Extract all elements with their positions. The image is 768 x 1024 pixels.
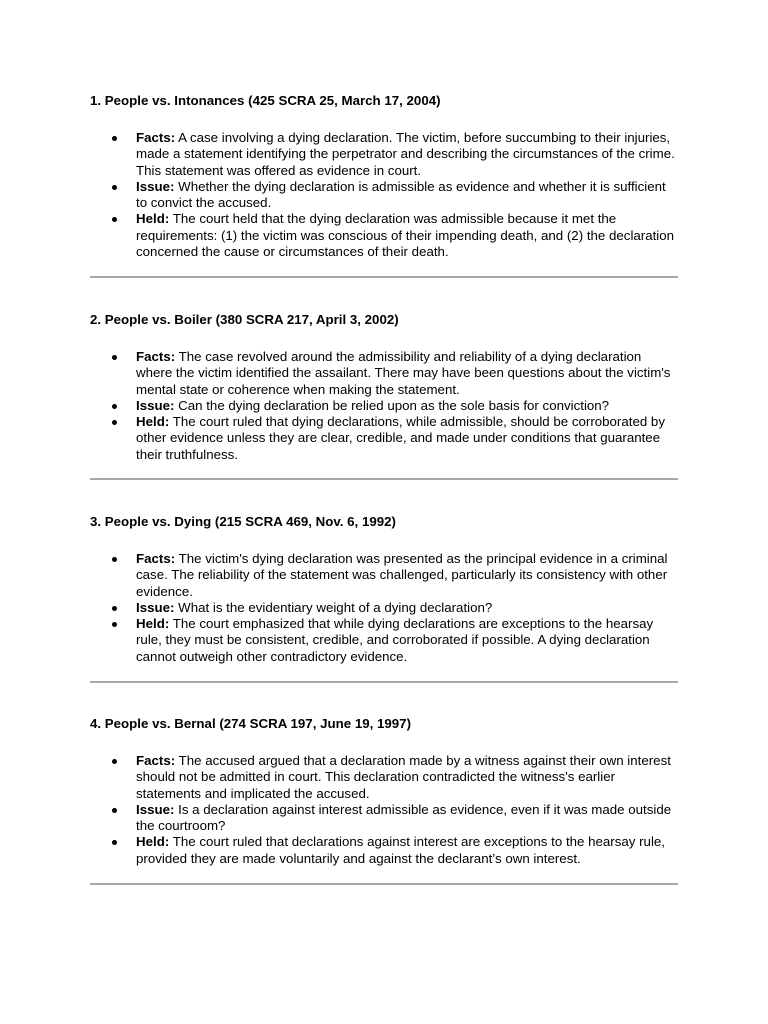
issue-point [90, 179, 678, 212]
point-label: Facts: [136, 551, 176, 566]
point-text: The court held that the dying declaration was admissible because it met the requirements: (1) the victim was conscious of their impending death, and (2) the declaration concerned the cause or circumstances of their death. [136, 211, 675, 260]
point-text: The victim's dying declaration was presented as the principal evidence in a criminal case. The reliability of the statement was challenged, particularly its consistency with other evidence. [136, 551, 668, 599]
point-text: Whether the dying declaration is admissible as evidence and whether it is sufficient to convict the accused. [136, 178, 666, 211]
bullet-icon [112, 355, 117, 360]
bullet-icon [112, 404, 117, 409]
case-section [90, 514, 678, 665]
held-point [90, 834, 678, 867]
bullet-icon [112, 606, 117, 611]
bullet-icon [112, 759, 117, 764]
point-label: Held: [136, 834, 170, 850]
point-label: Facts: [136, 349, 176, 364]
case-points [90, 130, 678, 260]
point-label: Issue: [136, 599, 175, 615]
point-label: Issue: [136, 397, 175, 413]
case-section [90, 93, 678, 260]
point-label: Issue: [136, 178, 175, 194]
issue-point [90, 398, 678, 414]
point-label: Held: [136, 211, 170, 227]
case-points [90, 551, 678, 665]
section-divider [90, 883, 678, 885]
bullet-icon [112, 136, 117, 141]
issue-point [90, 802, 678, 835]
section-divider [90, 478, 678, 480]
point-label: Facts: [136, 753, 176, 768]
case-points [90, 753, 678, 867]
held-point [90, 616, 678, 665]
point-text: The court emphasized that while dying declarations are exceptions to the hearsay rule, they must be consistent, credible, and corroborated if possible. A dying declaration cannot outweigh other contradictory evidence. [136, 616, 654, 664]
bullet-icon [112, 217, 117, 222]
facts-point [90, 349, 678, 398]
section-divider [90, 681, 678, 683]
facts-point [90, 130, 678, 179]
point-label: Issue: [136, 801, 175, 817]
point-text: The court ruled that declarations against interest are exceptions to the hearsay rule, provided they are made voluntarily and against the declarant’s own interest. [136, 834, 665, 866]
point-text: What is the evidentiary weight of a dying declaration? [178, 599, 493, 615]
point-label: Facts: [136, 130, 176, 145]
case-title: 4. People vs. Bernal (274 SCRA 197, June 19, 1997) [90, 716, 412, 731]
point-text: The court ruled that dying declarations, while admissible, should be corroborated by other evidence unless they are clear, credible, and made under conditions that guarantee their truthfulness. [136, 414, 665, 462]
point-label: Held: [136, 414, 170, 430]
issue-point [90, 600, 678, 616]
bullet-icon [112, 185, 117, 190]
case-section [90, 716, 678, 867]
point-label: Held: [136, 616, 170, 632]
case-title: 3. People vs. Dying (215 SCRA 469, Nov. 6, 1992) [90, 514, 396, 529]
facts-point [90, 753, 678, 802]
bullet-icon [112, 840, 117, 845]
section-divider [90, 276, 678, 278]
point-text: A case involving a dying declaration. The victim, before succumbing to their injuries, made a statement identifying the perpetrator and describing the circumstances of the crime. This statement was offered as evidence in court. [136, 130, 675, 178]
case-points [90, 349, 678, 463]
case-title: 1. People vs. Intonances (425 SCRA 25, March 17, 2004) [90, 93, 441, 108]
held-point [90, 414, 678, 463]
point-text: Is a declaration against interest admissible as evidence, even if it was made outside the courtroom? [136, 801, 672, 834]
bullet-icon [112, 557, 117, 562]
case-title: 2. People vs. Boiler (380 SCRA 217, April 3, 2002) [90, 312, 399, 327]
bullet-icon [112, 622, 117, 627]
point-text: The accused argued that a declaration made by a witness against their own interest should not be admitted in court. This declaration contradicted the witness's earlier statements and implicated the accused. [136, 753, 671, 801]
point-text: Can the dying declaration be relied upon as the sole basis for conviction? [178, 397, 610, 413]
bullet-icon [112, 420, 117, 425]
facts-point [90, 551, 678, 600]
bullet-icon [112, 808, 117, 813]
case-section [90, 312, 678, 463]
point-text: The case revolved around the admissibility and reliability of a dying declaration where the victim identified the assailant. There may have been questions about the victim's mental state or coherence when making the statement. [136, 349, 671, 397]
held-point [90, 211, 678, 260]
